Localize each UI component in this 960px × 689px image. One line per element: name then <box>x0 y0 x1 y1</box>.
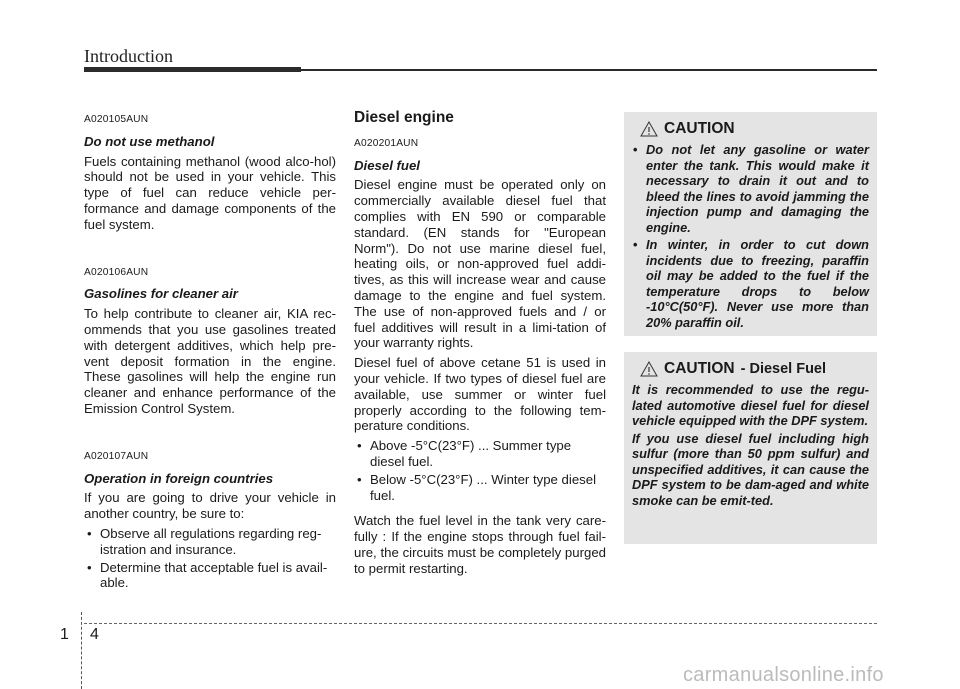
footer-rule <box>84 623 877 624</box>
list-item: • Determine that acceptable fuel is avail-able. <box>84 560 336 592</box>
header-rule-thin <box>301 69 877 71</box>
caution-body <box>632 142 869 330</box>
section-code: A020107AUN <box>84 450 149 462</box>
section-subtitle: Diesel fuel <box>354 157 420 173</box>
section-code: A020201AUN <box>354 137 419 149</box>
section-subtitle: Do not use methanol <box>84 133 215 149</box>
caution-header <box>640 360 869 378</box>
list-item: • In winter, in order to cut down incidents due to freezing, paraffin oil may be added to the fuel if the temperature drops to below -10°C(50°F). Never use more than 20% paraffin oil. <box>632 237 869 330</box>
section-code: A020105AUN <box>84 114 149 125</box>
header-rule-thick <box>84 67 301 72</box>
caution-box-diesel-fuel <box>624 352 877 544</box>
body-paragraph: If you use diesel fuel including high sulfur (more than 50 ppm sulfur) and unspecified additives, it can cause the DPF system to be dam-aged and white smoke can be emit-ted. <box>632 430 869 508</box>
body-paragraph: Diesel engine must be operated only on commercially available diesel fuel that complies with EN 590 or comparable standard. (EN stands for "European Norm"). Do not use marine diesel fuel, heating oils, or non-approved fuel addi-tives, as this will increase wear and cause damage to the engine and fuel system. The use of non-approved fuels and / or fuel additives will result in a limi-tation of your warranty rights. <box>354 177 606 351</box>
caution-subtitle: - Diesel Fuel <box>740 361 827 377</box>
caution-title: CAUTION <box>664 120 735 137</box>
list-item: • Above -5°C(23°F) ... Summer type diesel fuel. <box>354 438 606 470</box>
body-paragraph: Diesel fuel of above cetane 51 is used in your vehicle. If two types of diesel fuel are available, use summer or winter fuel properly according to the following tem-perature conditions. <box>354 355 606 434</box>
chapter-number: 1 <box>60 626 69 643</box>
page-header-title: Introduction <box>84 46 173 66</box>
section-subtitle: Operation in foreign countries <box>84 470 274 486</box>
body-paragraph: Fuels containing methanol (wood alco-hol) should not be used in your vehicle. This type of fuel can reduce vehicle per-formance and damage components of the fuel system. <box>84 153 336 232</box>
body-paragraph: If you are going to drive your vehicle in another country, be sure to: <box>84 490 336 522</box>
watermark: carmanualsonline.info <box>683 664 884 686</box>
bullet-list <box>84 526 336 591</box>
body-paragraph: Watch the fuel level in the tank very care-fully : If the engine stops through fuel fail-ure, the circuits must be completely purged to permit restarting. <box>354 513 606 576</box>
caution-title: CAUTION <box>664 360 735 377</box>
footer-divider <box>81 612 82 689</box>
body-paragraph: To help contribute to cleaner air, KIA rec-ommends that you use gasolines treated with detergent additives, which help pre-vent deposit formation in the engine. These gasolines will help the engine run cleaner and enhance performance of the Emission Control System. <box>84 306 336 416</box>
page-number: 4 <box>90 626 99 643</box>
warning-icon <box>640 121 658 137</box>
section-subtitle: Gasolines for cleaner air <box>84 286 238 302</box>
list-item: • Below -5°C(23°F) ... Winter type diesel fuel. <box>354 472 606 504</box>
left-column <box>84 100 336 595</box>
middle-column <box>354 100 606 581</box>
warning-icon <box>640 361 658 377</box>
section-title: Diesel engine <box>354 109 454 126</box>
caution-box <box>624 112 877 336</box>
list-item: • Do not let any gasoline or water enter the tank. This would make it necessary to drain it out and to bleed the lines to avoid jamming the injection pump and damaging the engine. <box>632 142 869 235</box>
section-code: A020106AUN <box>84 266 149 278</box>
caution-body <box>632 382 869 508</box>
body-paragraph: It is recommended to use the regu-lated automotive diesel fuel for diesel vehicle equipped with the DPF system. <box>632 382 869 428</box>
caution-header <box>640 120 869 138</box>
list-item: • Observe all regulations regarding reg-istration and insurance. <box>84 526 336 558</box>
bullet-list <box>354 438 606 503</box>
